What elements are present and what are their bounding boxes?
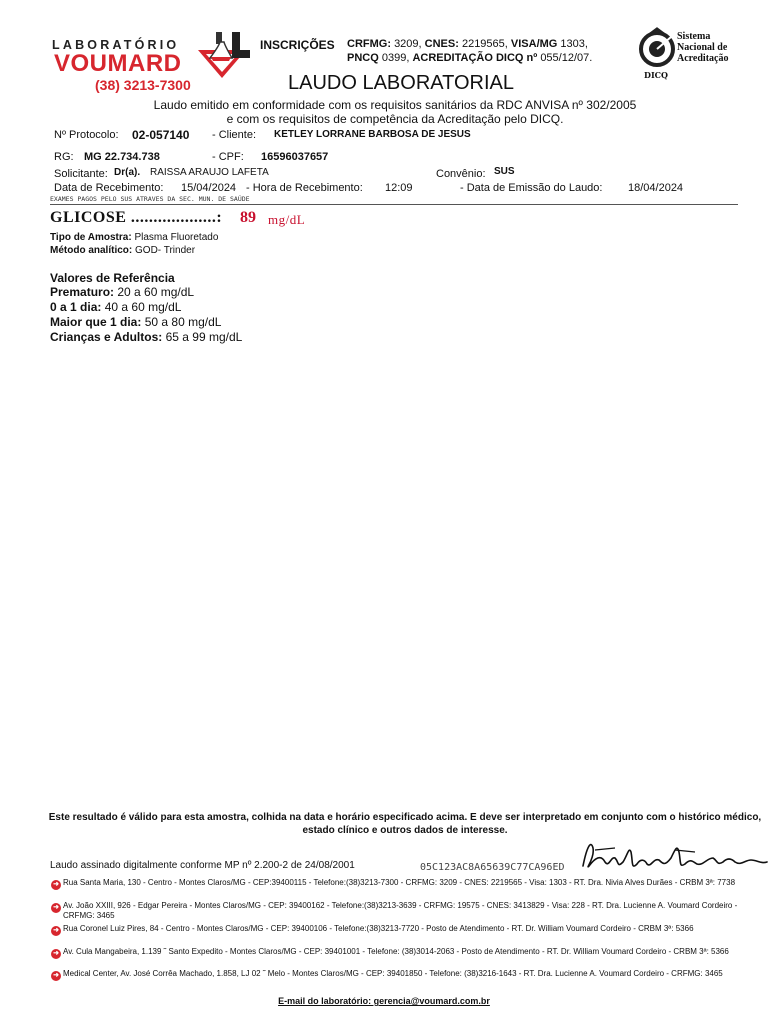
signature-hash: 05C123AC8A65639C77CA96ED: [420, 862, 565, 873]
method-label: Método analítico:: [50, 245, 133, 256]
visa-value: 1303,: [560, 38, 588, 50]
sus-note: EXAMES PAGOS PELO SUS ATRAVES DA SEC. MUN. DE SAÚDE: [50, 195, 250, 203]
location-pin-icon: ➜: [51, 949, 61, 959]
address-text: Av. Cula Mangabeira, 1.139 ˜ Santo Expedito - Montes Claros/MG - CEP: 39401001 - Telefone: (38)3014-2063 - Posto de Atendimento - RT. Dr. William Voumard Cordeiro - CRBM 3ª: 5366: [63, 947, 729, 956]
address-text: Av. João XXIII, 926 - Edgar Pereira - Montes Claros/MG - CEP: 39400162 - Telefone:(38)3213-3639 - CRFMG: 19575 - CNES: 3413829 - Visa: 228 - RT. Dra. Lucienne A. Voumard Cordeiro - CRFMG: 3465: [63, 901, 738, 920]
exam-result-unit: mg/dL: [268, 212, 306, 227]
method-value: GOD- Trinder: [135, 245, 196, 256]
reference-value: 65 a 99 mg/dL: [165, 330, 243, 344]
reference-value: 50 a 80 mg/dL: [144, 315, 222, 329]
exam-result-value: 89: [240, 209, 256, 226]
reference-row: [50, 330, 242, 344]
solicitante-prefix: Dr(a).: [114, 167, 141, 178]
rg-value: MG 22.734.738: [84, 151, 160, 163]
emissao-label: - Data de Emissão do Laudo:: [460, 182, 603, 194]
sample-value: Plasma Fluoretado: [134, 232, 219, 243]
email-link[interactable]: E-mail do laboratório: gerencia@voumard.com.br: [278, 996, 490, 1006]
reference-value: 20 a 60 mg/dL: [117, 285, 195, 299]
validity-statement: Este resultado é válido para esta amostra, colhida na data e horário especificado acima. E deve ser interpretado em conjunto com o histórico médico, estado clínico e outros dados de interesse.: [48, 812, 762, 836]
dicq-text-line: Sistema: [677, 31, 711, 42]
dicq-logo-text: [677, 31, 747, 64]
protocol-label: Nº Protocolo:: [54, 129, 119, 141]
address-item: [51, 924, 756, 934]
reference-label: 0 a 1 dia:: [50, 300, 102, 314]
hora-label: - Hora de Recebimento:: [246, 182, 363, 194]
dicq-text-line: Nacional de: [677, 42, 728, 53]
divider: [50, 204, 738, 205]
address-text: Rua Santa Maria, 130 - Centro - Montes Claros/MG - CEP:39400115 - Telefone:(38)3213-7300 - CRFMG: 3209 - CNES: 2219565 - Visa: 1303 - RT. Dra. Nivia Alves Durães - CRBM 3ª: 7738: [63, 878, 736, 887]
receb-label: Data de Recebimento:: [54, 182, 164, 194]
cnes-value: 2219565,: [461, 38, 508, 50]
lab-phone: (38) 3213-7300: [95, 77, 191, 93]
cpf-label: - CPF:: [212, 151, 244, 163]
sample-row: [50, 232, 218, 243]
reference-label: Prematuro:: [50, 285, 115, 299]
reference-label: Crianças e Adultos:: [50, 330, 163, 344]
reference-label: Maior que 1 dia:: [50, 315, 142, 329]
location-pin-icon: ➜: [51, 926, 61, 936]
address-text: Medical Center, Av. José Corrêa Machado, 1.858, LJ 02 ˜ Melo - Montes Claros/MG - CEP: 39401850 - Telefone: (38)3216-1643 - RT. Dra. Lucienne A. Voumard Cordeiro - CRFMG: 3465: [63, 969, 723, 978]
crfmg-label: CRFMG:: [347, 38, 391, 50]
lab-logo-name: VOUMARD: [54, 50, 182, 77]
client-label: - Cliente:: [212, 129, 257, 141]
convenio-label: Convênio:: [436, 168, 486, 180]
location-pin-icon: ➜: [51, 971, 61, 981]
hora-value: 12:09: [385, 182, 413, 194]
inscricoes-line-1: [347, 38, 588, 50]
pncq-value: 0399,: [381, 52, 410, 64]
exam-name: GLICOSE ...................:: [50, 209, 223, 226]
address-item: [51, 947, 756, 957]
method-row: [50, 245, 195, 256]
convenio-value: SUS: [494, 166, 515, 177]
reference-row: [50, 315, 221, 329]
location-pin-icon: ➜: [51, 880, 61, 890]
solicitante-value: RAISSA ARAUJO LAFETA: [150, 167, 269, 178]
reference-row: [50, 300, 181, 314]
crfmg-value: 3209,: [394, 38, 422, 50]
reference-title: Valores de Referência: [50, 271, 175, 285]
dicq-accreditation-value: 055/12/07.: [540, 52, 593, 64]
flask-logo-icon: [196, 28, 252, 84]
inscricoes-label: INSCRIÇÕES: [260, 38, 335, 52]
dicq-accreditation-label: ACREDITAÇÃO DICQ nº: [412, 52, 538, 64]
rg-label: RG:: [54, 151, 74, 163]
sample-label: Tipo de Amostra:: [50, 232, 132, 243]
address-item: [51, 878, 756, 888]
location-pin-icon: ➜: [51, 903, 61, 913]
page-title: LAUDO LABORATORIAL: [288, 72, 514, 94]
handwritten-signature-icon: [575, 836, 768, 878]
visa-label: VISA/MG: [510, 38, 558, 50]
dicq-logo-label: DICQ: [644, 70, 669, 80]
address-text: Rua Coronel Luiz Pires, 84 - Centro - Montes Claros/MG - CEP: 39400106 - Telefone:(38)3213-7720 - Posto de Atendimento - RT. Dr. William Voumard Cordeiro - CRBM 3ª: 5366: [63, 924, 694, 933]
solicitante-label: Solicitante:: [54, 168, 108, 180]
reference-row: [50, 285, 194, 299]
lab-logo-top-text: LABORATÓRIO: [52, 38, 180, 52]
cpf-value: 16596037657: [261, 151, 329, 163]
pncq-label: PNCQ: [347, 52, 379, 64]
client-value: KETLEY LORRANE BARBOSA DE JESUS: [274, 129, 471, 140]
cnes-label: CNES:: [424, 38, 459, 50]
address-item: [51, 901, 756, 921]
reference-value: 40 a 60 mg/dL: [104, 300, 182, 314]
emissao-value: 18/04/2024: [628, 182, 684, 194]
conformity-statement: Laudo emitido em conformidade com os requisitos sanitários da RDC ANVISA nº 302/2005 e com os requisitos de competência da Acreditação pelo DICQ.: [153, 98, 637, 126]
dicq-seal-icon: [637, 27, 677, 71]
address-item: [51, 969, 756, 979]
dicq-text-line: Acreditação: [677, 53, 729, 64]
inscricoes-line-2: [347, 52, 592, 64]
protocol-value: 02-057140: [132, 128, 190, 142]
receb-value: 15/04/2024: [181, 182, 237, 194]
digital-signature-text: Laudo assinado digitalmente conforme MP nº 2.200-2 de 24/08/2001: [50, 860, 355, 871]
